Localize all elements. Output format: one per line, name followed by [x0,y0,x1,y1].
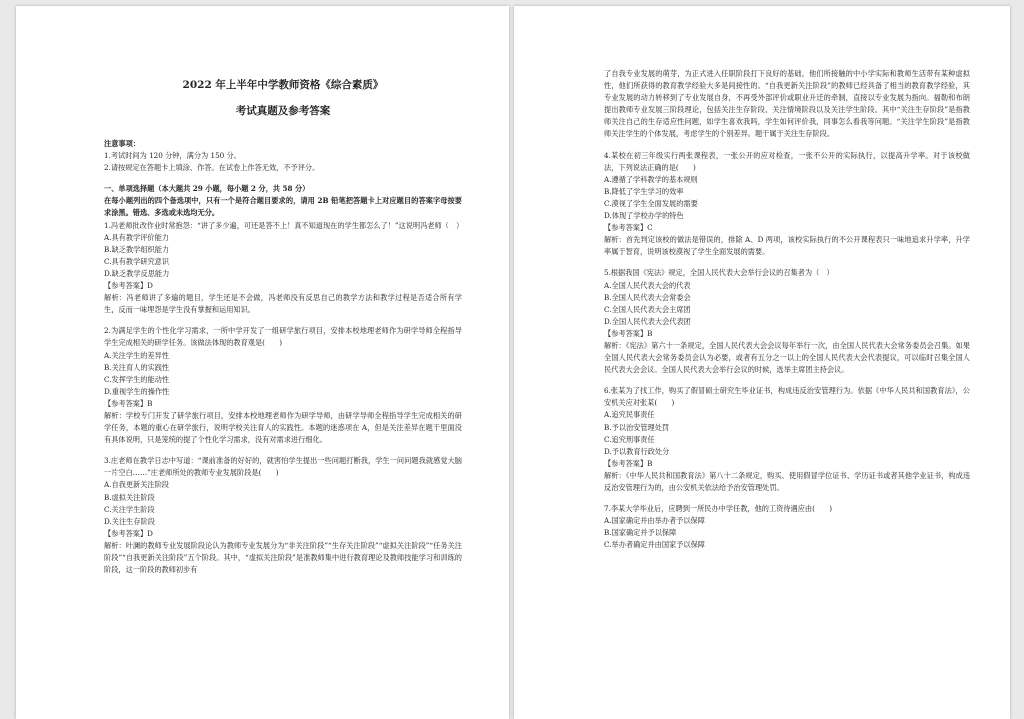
section-instruction: 在每小题列出的四个备选项中，只有一个是符合题目要求的，请用 2B 铅笔把答题卡上对应题目的答案字母按要求涂黑。错选、多选或未选均无分。 [104,196,462,218]
section-heading: 一、单项选择题（本大题共 29 小题，每小题 2 分，共 58 分） [104,184,310,194]
left-page-content [104,78,462,719]
question-option: C.全国人民代表大会主席团 [604,304,691,314]
question-option: B.全国人民代表大会常委会 [604,292,691,302]
document-subtitle: 考试真题及参考答案 [235,105,331,117]
notes-heading: 注意事项： [104,139,140,148]
question-option: C.追究刑事责任 [604,434,655,444]
reference-answer: 【参考答案】D [104,281,153,291]
reference-answer: 【参考答案】C [604,223,653,233]
question-option: A.国家确定并由举办者予以保障 [604,516,705,526]
question-option: D.全国人民代表大会代表团 [604,316,691,326]
question-option: B.予以治安管理处罚 [604,422,670,432]
question-stem: 1.冯老师批改作业时常抱怨：“讲了多少遍，可还是答不上！真不知道现在的学生都怎么了！”这说明冯老师（ ） [104,220,464,230]
answer-analysis: 解析：叶澜的教师专业发展阶段论认为教师专业发展分为“非关注阶段”“生存关注阶段”“虚拟关注阶段”“任务关注阶段”“自我更新关注阶段”五个阶段。其中，“虚拟关注阶段”是准教师集中进行教育理论及教师技能学习和训练的阶段，这一阶段的教师初步有 [104,540,462,575]
question-option: B.降低了学生学习的效率 [604,186,684,196]
question-option: B.虚拟关注阶段 [104,492,155,502]
question-stem: 3.庄老师在教学日志中写道：“课前准备的好好的，就害怕学生提出一些问题打断我，学生一问问题我就感觉大脑一片空白……”庄老师所处的教师专业发展阶段是( ) [104,456,462,478]
question-stem: 5.根据我国《宪法》规定，全国人民代表大会举行会议的召集者为（ ） [604,268,834,278]
question-option: A.遵循了学科教学的基本规则 [604,174,698,184]
question-option: A.自我更新关注阶段 [104,480,169,490]
answer-analysis: 解析：冯老师讲了多遍的题目，学生还是不会做，冯老师没有反思自己的教学方法和教学过程是否适合所有学生，反而一味埋怨是学生没有掌握和运用知识。 [104,293,462,315]
document-title: 2022 年上半年中学教师资格《综合素质》 [182,79,384,91]
answer-analysis: 解析：《中华人民共和国教育法》第八十二条规定，购买、使用假冒学位证书、学历证书或者其他学业证书，构成违反治安管理行为的，由公安机关依法给予治安管理处罚。 [604,470,970,492]
answer-analysis: 解析：《宪法》第六十一条规定，全国人民代表大会会议每年举行一次，由全国人民代表大会常务委员会召集。如果全国人民代表大会常务委员会认为必要，或者有五分之一以上的全国人民代表大会代表提议，可以临时召集全国人民代表大会会议。全国人民代表大会举行会议的时候，选举主席团主持会议。 [604,340,970,375]
question-option: D.重视学生的操作性 [104,386,170,396]
right-page-content [604,68,970,719]
question-option: C.关注学生阶段 [104,504,155,514]
question-option: B.缺乏教学组织能力 [104,244,170,254]
reference-answer: 【参考答案】B [604,458,653,468]
question-stem: 7.李某大学毕业后，应聘到一所民办中学任教，他的工资待遇应由( ) [604,504,833,514]
question-option: B.国家确定并予以保障 [604,528,677,538]
question-option: D.关注生存阶段 [104,516,155,526]
note-item: 2.请按规定在答题卡上填涂、作答。在试卷上作答无效，不予评分。 [104,163,320,173]
question-option: D.缺乏教学反思能力 [104,268,170,278]
question-option: A.全国人民代表大会的代表 [604,280,691,290]
reference-answer: 【参考答案】B [604,328,653,338]
question-stem: 2.为满足学生的个性化学习需求，一所中学开发了一组研学旅行项目，安排本校地理老师作为研学导师全程指导学生完成相关的研学任务。该做法体现的教育观是( ) [104,326,462,348]
answer-analysis: 解析：首先判定该校的做法是错误的，排除 A、D 两项，该校实际执行的不公开课程表只一味地追求升学率，升学率属于智育，说明该校漠视了学生全面发展的需要。 [604,235,970,257]
question-option: C.漠视了学生全面发展的需要 [604,198,698,208]
answer-analysis: 解析：学校专门开发了研学旅行项目，安排本校地理老师作为研学导师，由研学导师全程指导学生完成相关的研学任务，本题的重心在研学旅行，说明学校关注育人的实践性。本题的迷惑项在 A，但是关注差异在题干里面没有具体说明，只是笼统的提了个性化学习需求，没有对需求进行细化。 [104,410,462,445]
question-stem: 4.某校在初三年级实行两张课程表，一张公开的应对检查，一张不公开的实际执行，以提高升学率。对于该校做法，下列说法正确的是( ) [604,150,970,172]
question-option: C.发挥学生的能动性 [104,374,170,384]
question-stem: 6.张某为了找工作，购买了假冒硕士研究生毕业证书，构成违反治安管理行为。依据《中华人民共和国教育法》，公安机关应对张某( ) [604,386,970,408]
question-option: A.追究民事责任 [604,410,655,420]
question-option: D.予以教育行政处分 [604,446,670,456]
note-item: 1.考试时间为 120 分钟，满分为 150 分。 [104,151,241,161]
question-option: C.举办者确定并由国家予以保障 [604,540,705,550]
left-page [16,6,509,719]
answer-analysis-continued: 了自我专业发展的萌芽，为正式进入任职阶段打下良好的基础，他们所接触的中小学实际和教师生活带有某种虚拟性，他们所获得的教育教学经验大多是间接性的。“自我更新关注阶段”的教师已经具备了相当的教育教学经验，其专业发展的动力转移到了专业发展自身，不再受外部评价或职业升迁的牵制，直接以专业发展为指向。福勒和布朗提出教师专业发展三阶段理论，包括关注生存阶段、关注情境阶段以及关注学生阶段。其中“关注生存阶段”是指教师关注自己的生存适应性问题，如学生喜欢我吗，学生如何评价我，同事怎么看我等问题。“关注学生阶段”是指教师关注学生的个体发展，考虑学生的个别差异。题干属于关注生存阶段。 [604,69,970,139]
question-option: A.关注学生的差异性 [104,350,169,360]
reference-answer: 【参考答案】B [104,398,153,408]
reference-answer: 【参考答案】D [104,528,153,538]
question-option: D.体现了学校办学的特色 [604,211,684,221]
question-option: A.具有教学评价能力 [104,232,169,242]
question-option: B.关注育人的实践性 [104,362,170,372]
right-page [514,6,1010,719]
question-option: C.具有教学研究意识 [104,256,170,266]
